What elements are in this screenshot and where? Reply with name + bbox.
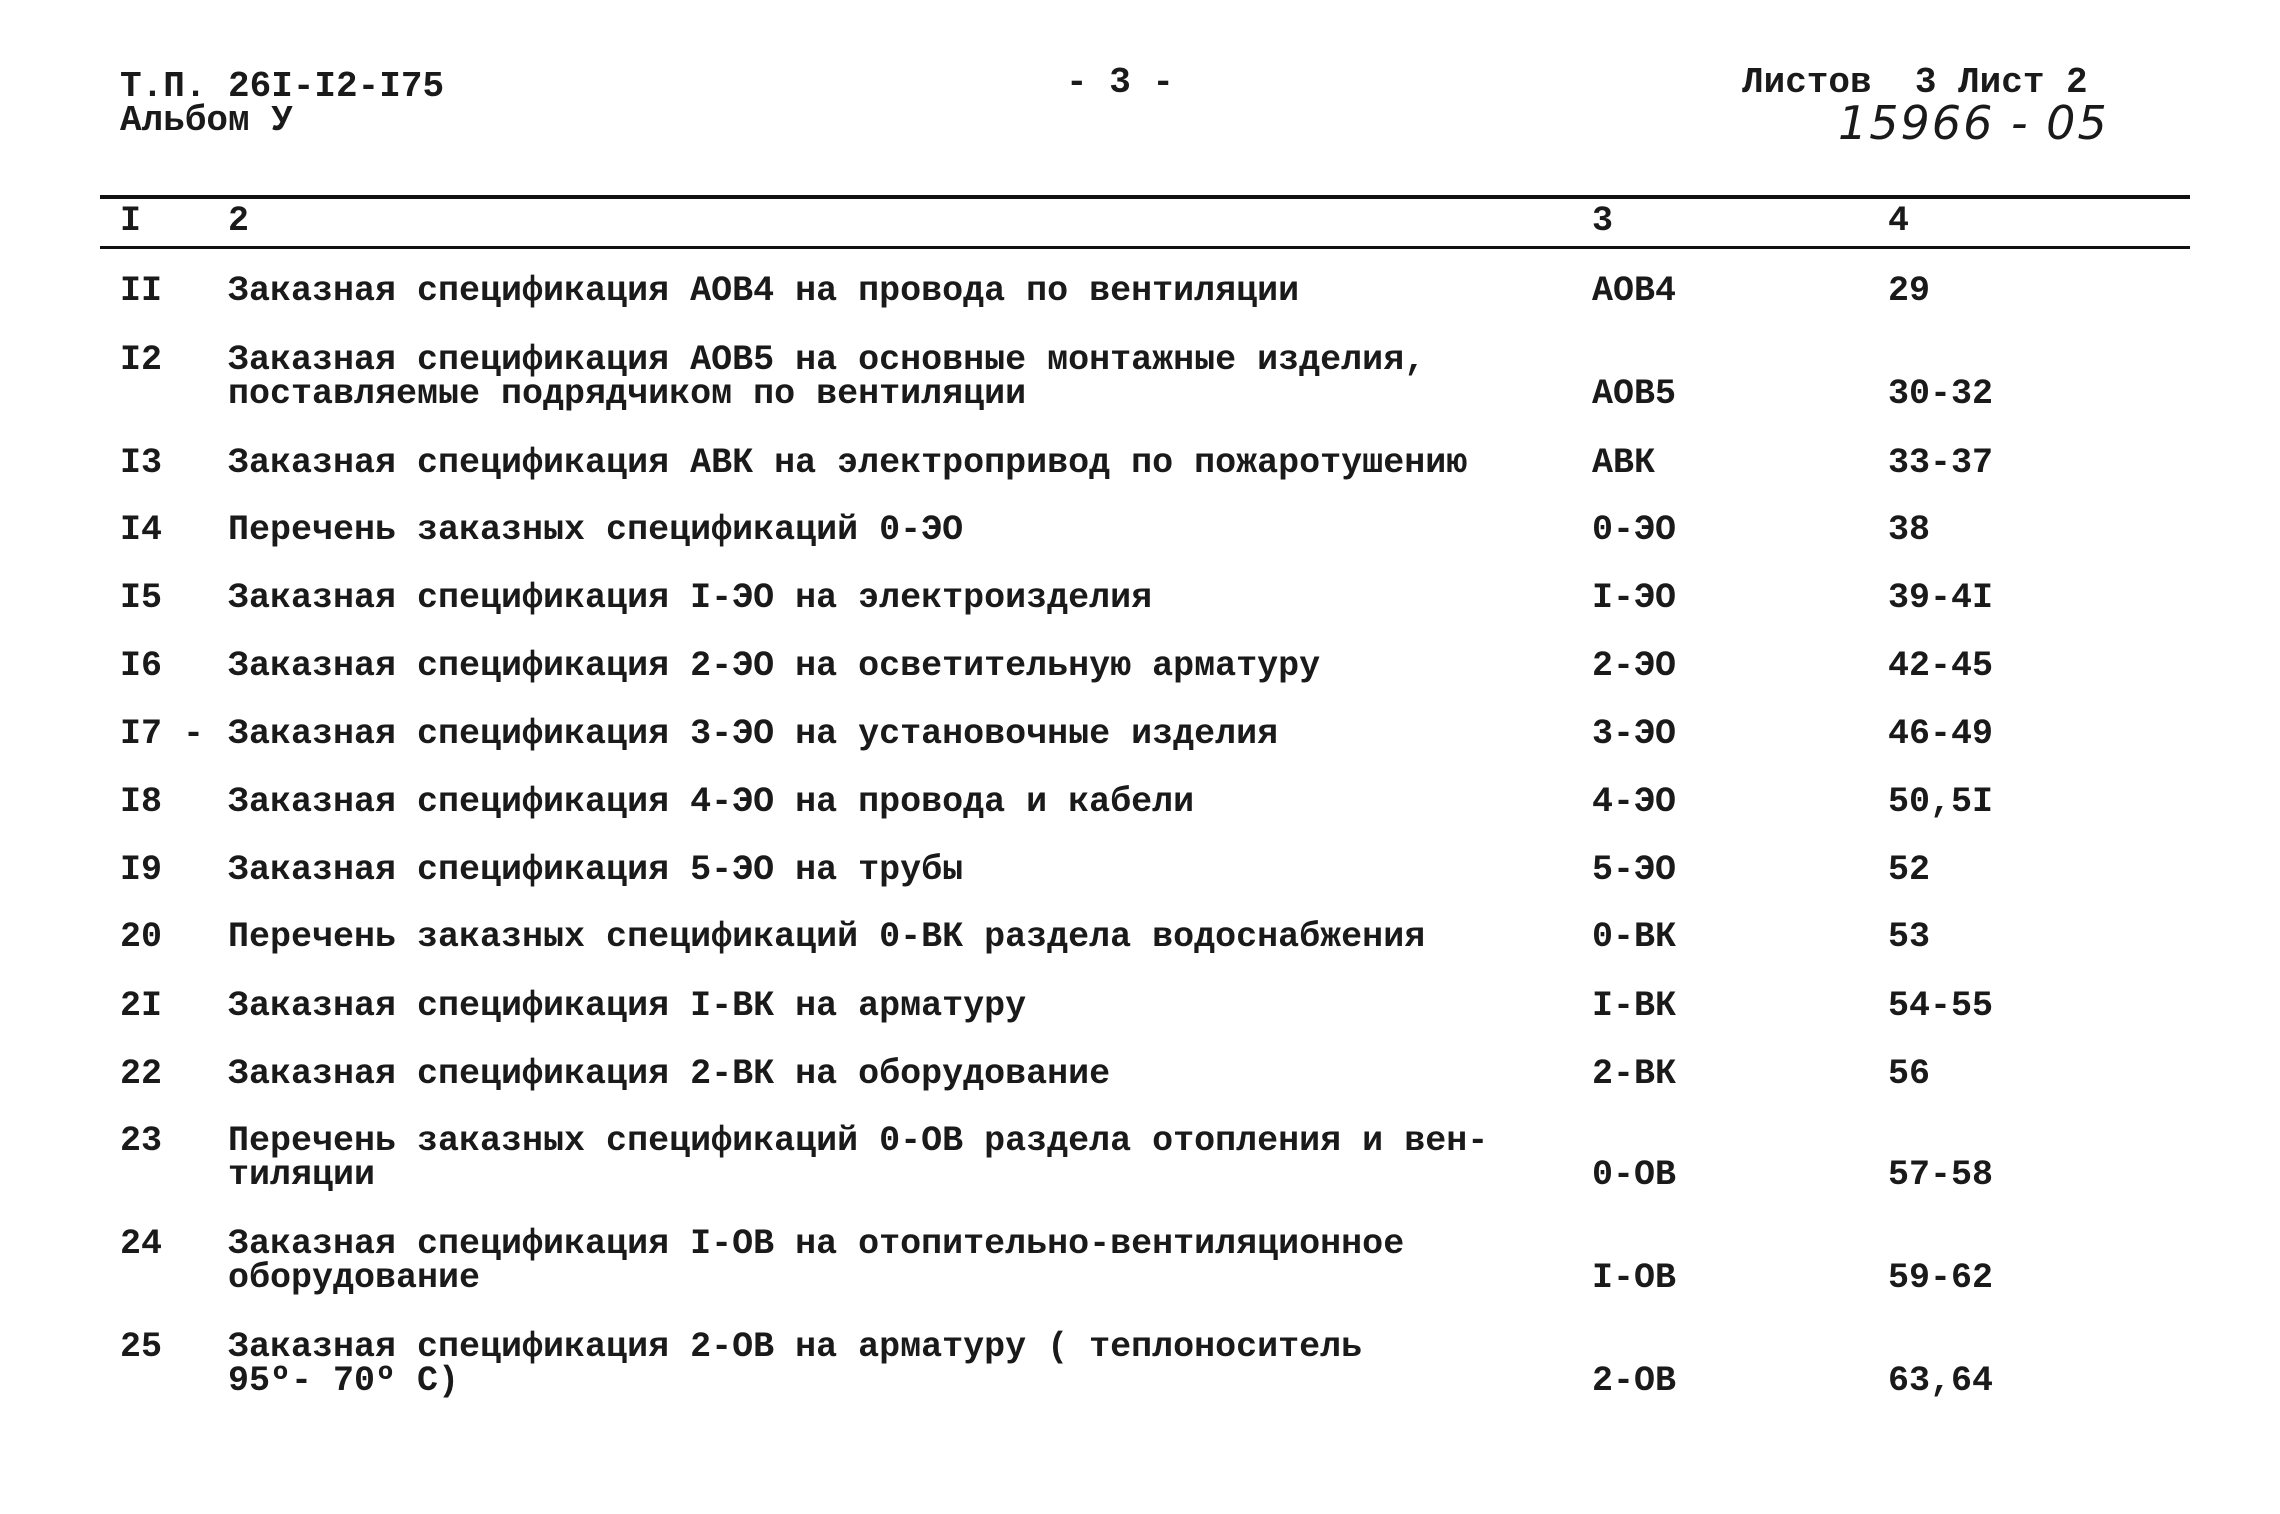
album-label: Альбом У [120,100,293,141]
row-title: Перечень заказных спецификаций 0-ОВ раздела отопления и вен- тиляции [228,1121,1489,1195]
row-number: I6 [120,646,163,686]
row-sheet-range: 39-4I [1888,578,1994,618]
row-spec-code: АОВ4 [1592,271,1677,311]
row-spec-code: 5-ЭО [1592,850,1677,890]
row-title: Заказная спецификация АВК на электропривод по пожаротушению [228,443,1468,483]
row-title: Заказная спецификация АОВ5 на основные монтажные изделия, поставляемые подрядчиком по вентиляции [228,340,1426,414]
row-number: 23 [120,1121,163,1161]
row-spec-code: АОВ5 [1592,374,1677,414]
row-title: Заказная спецификация I-ВК на арматуру [228,986,1027,1026]
column-header-1: I [120,201,142,241]
row-number: 24 [120,1224,163,1264]
row-title: Заказная спецификация 5-ЭО на трубы [228,850,964,890]
row-spec-code: 2-ОВ [1592,1361,1677,1401]
sheet-count: Листов 3 Лист 2 [1742,62,2088,103]
row-number: I7 - [120,714,205,754]
row-spec-code: I-ВК [1592,986,1677,1026]
row-sheet-range: 52 [1888,850,1931,890]
row-title: Перечень заказных спецификаций 0-ЭО [228,510,964,550]
row-spec-code: 2-ЭО [1592,646,1677,686]
row-number: 20 [120,917,163,957]
row-title: Заказная спецификация АОВ4 на провода по вентиляции [228,271,1300,311]
row-number: I5 [120,578,163,618]
row-spec-code: 0-ВК [1592,917,1677,957]
row-sheet-range: 57-58 [1888,1155,1994,1195]
row-number: 22 [120,1054,163,1094]
handwritten-inventory-number: 15966 - 05 [1838,96,2109,150]
row-spec-code: I-ОВ [1592,1258,1677,1298]
row-sheet-range: 54-55 [1888,986,1994,1026]
row-title: Заказная спецификация 3-ЭО на установочные изделия [228,714,1279,754]
row-sheet-range: 63,64 [1888,1361,1994,1401]
column-header-3: 3 [1592,201,1614,241]
row-sheet-range: 50,5I [1888,782,1994,822]
row-title: Заказная спецификация I-ОВ на отопительно-вентиляционное оборудование [228,1224,1405,1298]
row-sheet-range: 33-37 [1888,443,1994,483]
row-spec-code: I-ЭО [1592,578,1677,618]
row-spec-code: 0-ОВ [1592,1155,1677,1195]
row-spec-code: 4-ЭО [1592,782,1677,822]
row-number: 25 [120,1327,163,1367]
row-title: Заказная спецификация 2-ВК на оборудование [228,1054,1111,1094]
row-sheet-range: 38 [1888,510,1931,550]
table-header-rule [100,246,2190,249]
row-number: 2I [120,986,163,1026]
row-title: Перечень заказных спецификаций 0-ВК раздела водоснабжения [228,917,1426,957]
row-sheet-range: 53 [1888,917,1931,957]
document-code: Т.П. 26I-I2-I75 [120,66,445,107]
row-title: Заказная спецификация 2-ОВ на арматуру ( теплоноситель 95º- 70º С) [228,1327,1363,1401]
row-number: II [120,271,163,311]
row-number: I9 [120,850,163,890]
row-sheet-range: 56 [1888,1054,1931,1094]
row-sheet-range: 29 [1888,271,1931,311]
column-header-4: 4 [1888,201,1910,241]
row-number: I4 [120,510,163,550]
row-spec-code: 0-ЭО [1592,510,1677,550]
row-sheet-range: 59-62 [1888,1258,1994,1298]
row-spec-code: 3-ЭО [1592,714,1677,754]
table-top-rule [100,195,2190,199]
row-spec-code: 2-ВК [1592,1054,1677,1094]
row-number: I2 [120,340,163,380]
row-title: Заказная спецификация 4-ЭО на провода и кабели [228,782,1195,822]
row-number: I8 [120,782,163,822]
row-title: Заказная спецификация 2-ЭО на осветительную арматуру [228,646,1321,686]
row-sheet-range: 30-32 [1888,374,1994,414]
row-sheet-range: 46-49 [1888,714,1994,754]
column-header-2: 2 [228,201,250,241]
row-title: Заказная спецификация I-ЭО на электроизделия [228,578,1153,618]
page-number: - 3 - [1066,62,1175,103]
row-number: I3 [120,443,163,483]
row-spec-code: АВК [1592,443,1656,483]
row-sheet-range: 42-45 [1888,646,1994,686]
